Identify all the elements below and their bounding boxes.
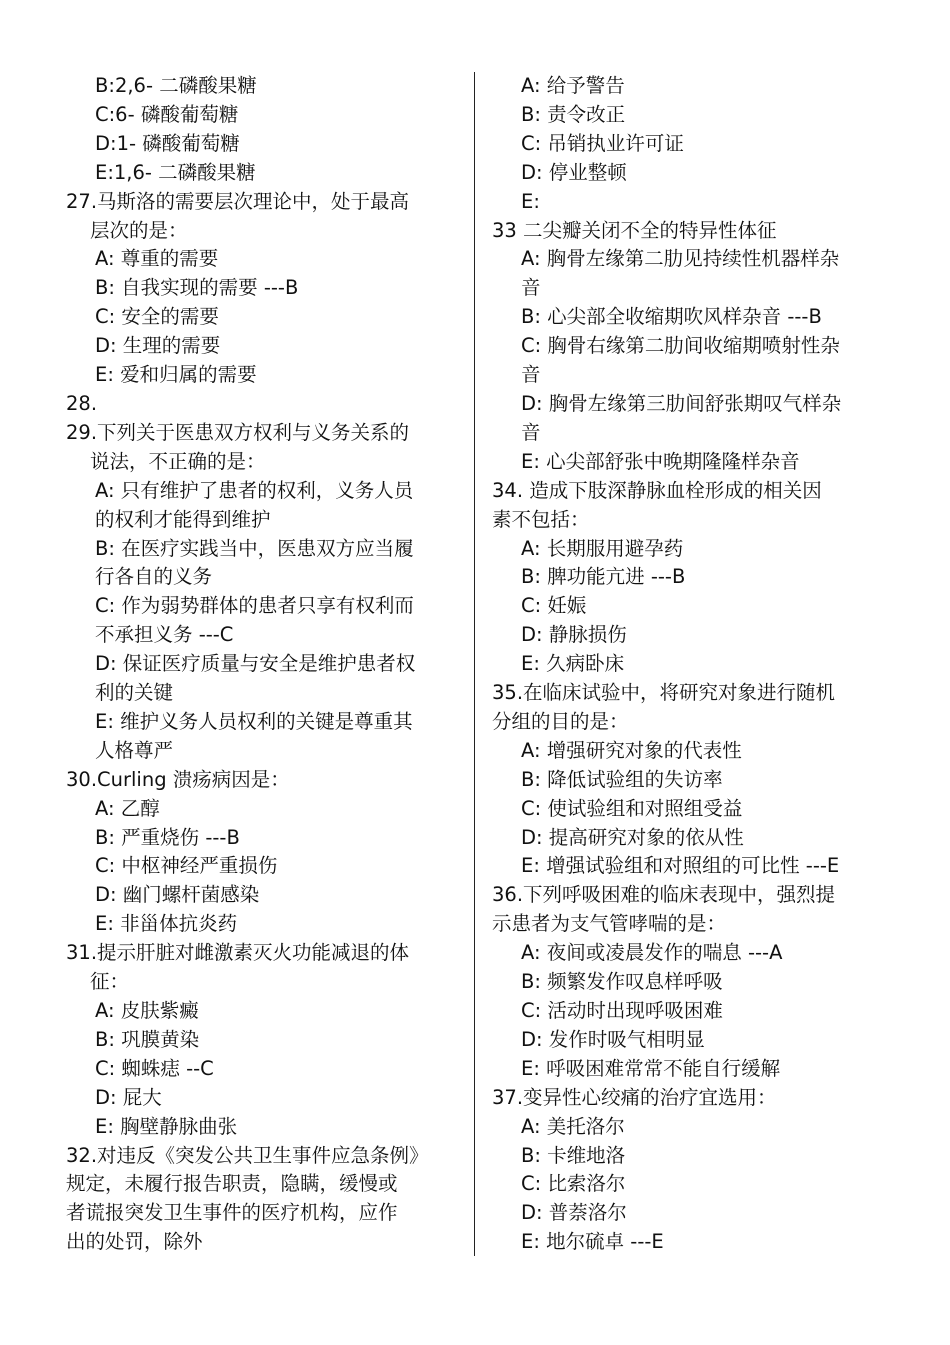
answer-option-line: C: 妊娠: [521, 594, 587, 618]
answer-option-line: 音: [521, 420, 541, 444]
answer-option-line: D: 屁大: [95, 1085, 162, 1109]
question-text-line: 30.Curling 溃疡病因是：: [66, 767, 290, 791]
question-text-line: 素不包括：: [492, 507, 590, 531]
answer-option-line: E: 增强试验组和对照组的可比性 ---E: [521, 854, 840, 878]
question-text-line: 分组的目的是：: [492, 709, 629, 733]
question-text-line: 31.提示肝脏对雌激素灭火功能减退的体: [66, 941, 410, 965]
question-text-line: 说法，不正确的是：: [90, 449, 266, 473]
answer-option-line: D: 停业整顿: [521, 160, 627, 184]
answer-option-line: E: 呼吸困难常常不能自行缓解: [521, 1056, 781, 1080]
answer-option-line: C: 作为弱势群体的患者只享有权利而: [95, 594, 414, 618]
answer-option-line: E:: [521, 189, 540, 213]
answer-option-line: E: 维护义务人员权利的关键是尊重其: [95, 709, 413, 733]
answer-option-line: D:1- 磷酸葡萄糖: [95, 131, 240, 155]
answer-option-line: B: 巩膜黄染: [95, 1027, 200, 1051]
answer-option-line: 利的关键: [95, 681, 174, 705]
answer-option-line: E: 地尔硫卓 ---E: [521, 1230, 664, 1254]
answer-option-line: C: 活动时出现呼吸困难: [521, 999, 723, 1022]
answer-option-line: A: 夜间或凌晨发作的喘息 ---A: [521, 941, 783, 965]
answer-option-line: E: 久病卧床: [521, 652, 625, 676]
question-text-line: 36.下列呼吸困难的临床表现中，强烈提: [492, 883, 836, 907]
answer-option-line: A: 皮肤紫癜: [95, 999, 199, 1022]
column-divider: [474, 72, 475, 1256]
answer-option-line: 音: [521, 363, 541, 387]
answer-option-line: B: 频繁发作叹息样呼吸: [521, 970, 723, 994]
answer-option-line: E: 胸壁静脉曲张: [95, 1114, 238, 1138]
answer-option-line: C: 蜘蛛痣 --C: [95, 1056, 214, 1080]
answer-option-line: B: 降低试验组的失访率: [521, 767, 723, 791]
answer-option-line: 的权利才能得到维护: [95, 507, 271, 531]
answer-option-line: E: 爱和归属的需要: [95, 363, 257, 387]
question-text-line: 32.对违反《突发公共卫生事件应急条例》: [66, 1143, 429, 1167]
question-text-line: 33 二尖瓣关闭不全的特异性体征: [492, 218, 777, 242]
answer-option-line: C: 比索洛尔: [521, 1172, 626, 1196]
answer-option-line: D: 普萘洛尔: [521, 1201, 627, 1225]
answer-option-line: E: 非甾体抗炎药: [95, 912, 238, 936]
answer-option-line: B: 严重烧伤 ---B: [95, 825, 240, 849]
answer-option-line: E:1,6- 二磷酸果糖: [95, 160, 256, 184]
answer-option-line: 不承担义务 ---C: [95, 623, 234, 647]
question-text-line: 者谎报突发卫生事件的医疗机构，应作: [66, 1201, 398, 1225]
question-text-line: 28.: [66, 391, 98, 415]
question-text-line: 29.下列关于医患双方权利与义务关系的: [66, 420, 410, 444]
answer-option-line: B: 自我实现的需要 ---B: [95, 276, 299, 300]
answer-option-line: A: 只有维护了患者的权利，义务人员: [95, 478, 414, 502]
answer-option-line: C: 安全的需要: [95, 305, 219, 329]
answer-option-line: C: 胸骨右缘第二肋间收缩期喷射性杂: [521, 334, 840, 358]
question-text-line: 34. 造成下肢深静脉血栓形成的相关因: [492, 478, 822, 502]
answer-option-line: 行各自的义务: [95, 565, 213, 589]
answer-option-line: D: 提高研究对象的依从性: [521, 825, 744, 849]
answer-option-line: C: 吊销执业许可证: [521, 131, 684, 155]
answer-option-line: D: 静脉损伤: [521, 623, 627, 647]
answer-option-line: 音: [521, 276, 541, 300]
answer-option-line: A: 乙醇: [95, 796, 160, 820]
question-text-line: 规定，未履行报告职责，隐瞒，缓慢或: [66, 1172, 398, 1196]
question-text-line: 37.变异性心绞痛的治疗宜选用：: [492, 1085, 777, 1109]
question-text-line: 征：: [90, 970, 130, 994]
answer-option-line: D: 胸骨左缘第三肋间舒张期叹气样杂: [521, 391, 842, 415]
question-text-line: 35.在临床试验中，将研究对象进行随机: [492, 681, 836, 705]
answer-option-line: A: 美托洛尔: [521, 1114, 625, 1138]
answer-option-line: B: 脾功能亢进 ---B: [521, 565, 686, 589]
answer-option-line: A: 胸骨左缘第二肋见持续性机器样杂: [521, 247, 840, 271]
answer-option-line: C: 中枢神经严重损伤: [95, 854, 278, 878]
answer-option-line: B: 心尖部全收缩期吹风样杂音 ---B: [521, 305, 822, 329]
right-column: [492, 72, 882, 1257]
answer-option-line: A: 增强研究对象的代表性: [521, 738, 742, 762]
answer-option-line: B: 在医疗实践当中，医患双方应当履: [95, 536, 414, 560]
answer-option-line: D: 生理的需要: [95, 334, 221, 358]
answer-option-line: E: 心尖部舒张中晚期隆隆样杂音: [521, 449, 800, 473]
question-text-line: 27.马斯洛的需要层次理论中，处于最高: [66, 189, 410, 213]
answer-option-line: C: 使试验组和对照组受益: [521, 796, 743, 820]
left-column: [66, 72, 446, 1257]
answer-option-line: B:2,6- 二磷酸果糖: [95, 74, 257, 97]
question-text-line: 层次的是：: [90, 218, 188, 242]
answer-option-line: D: 发作时吸气相明显: [521, 1027, 705, 1051]
answer-option-line: C:6- 磷酸葡萄糖: [95, 102, 239, 126]
answer-option-line: A: 给予警告: [521, 74, 625, 97]
answer-option-line: A: 尊重的需要: [95, 247, 219, 271]
answer-option-line: A: 长期服用避孕药: [521, 536, 684, 560]
answer-option-line: 人格尊严: [95, 738, 174, 762]
answer-option-line: B: 卡维地洛: [521, 1143, 626, 1167]
answer-option-line: D: 幽门螺杆菌感染: [95, 883, 260, 907]
answer-option-line: D: 保证医疗质量与安全是维护患者权: [95, 652, 416, 676]
question-text-line: 示患者为支气管哮喘的是：: [492, 912, 727, 936]
answer-option-line: B: 责令改正: [521, 102, 626, 126]
question-text-line: 出的处罚，除外: [66, 1230, 203, 1254]
